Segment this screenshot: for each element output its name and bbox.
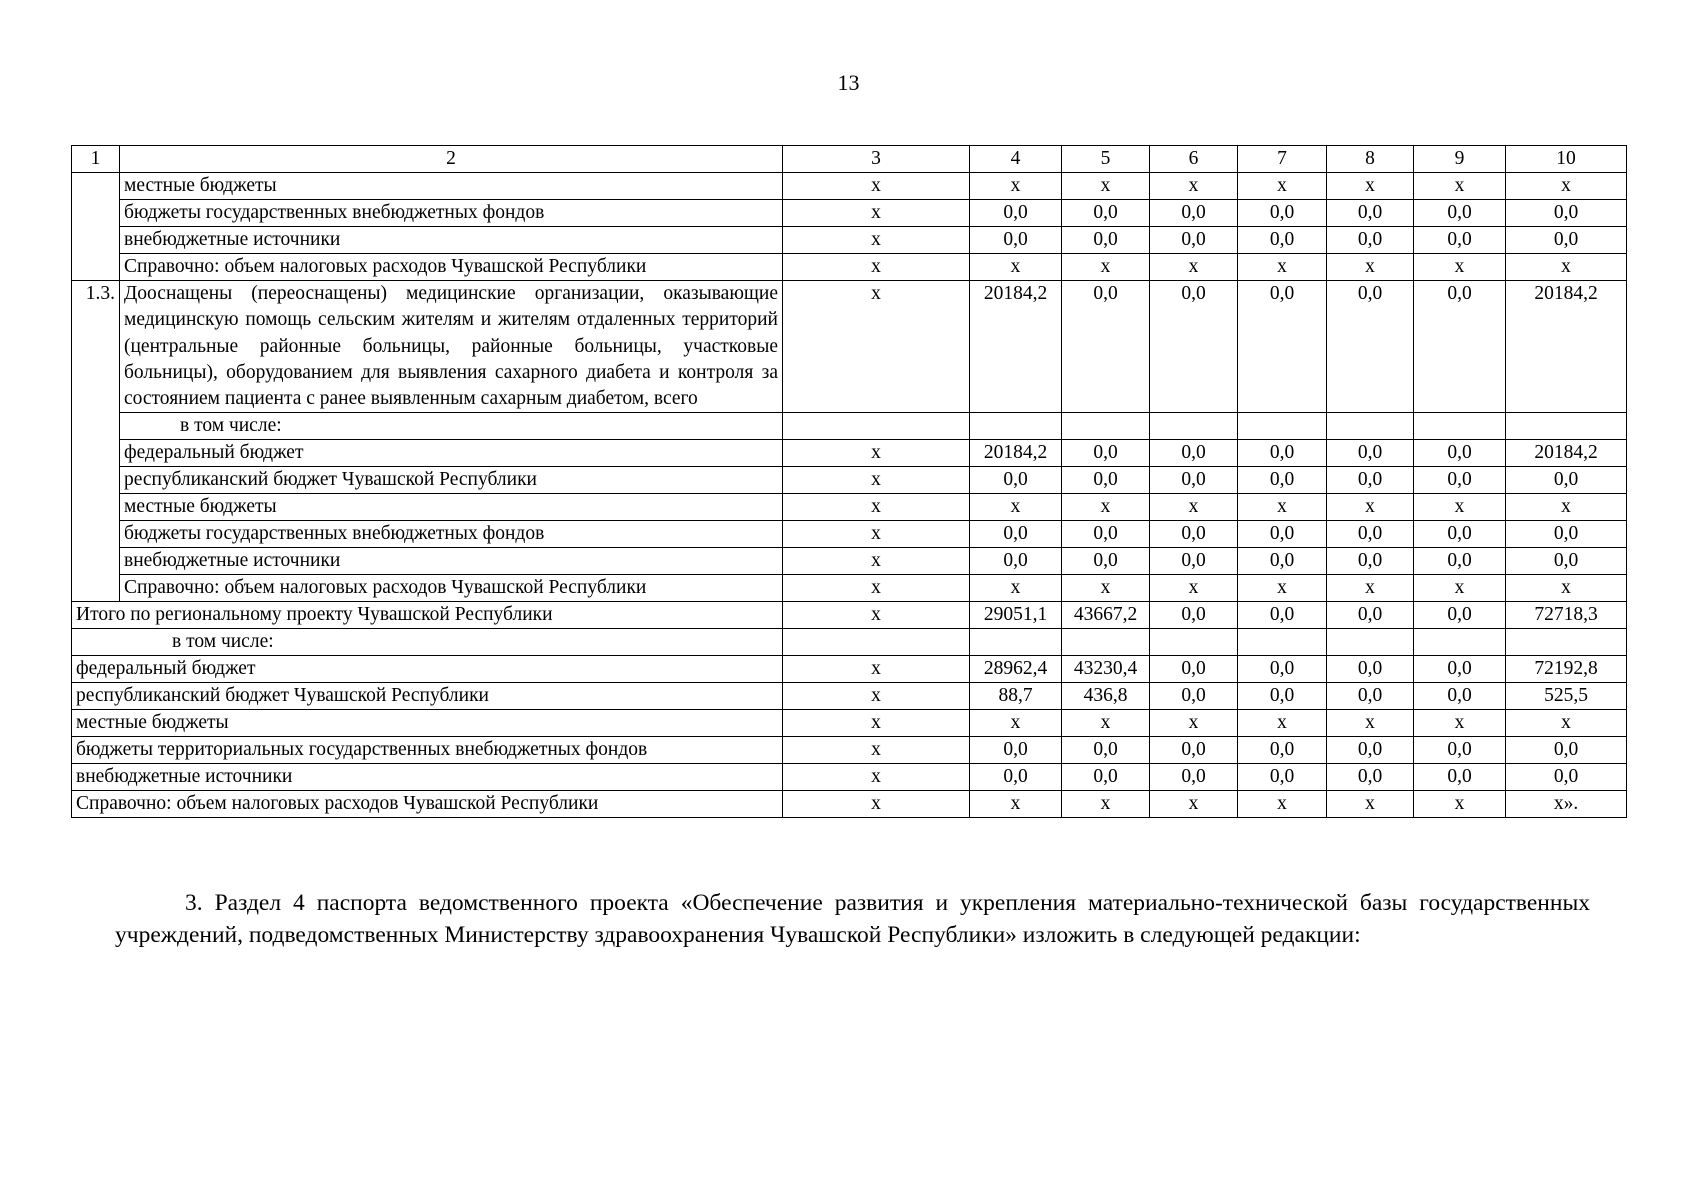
value-cell: 0,0 bbox=[1327, 548, 1414, 575]
value-cell: x bbox=[1062, 791, 1150, 818]
value-cell: x bbox=[970, 173, 1062, 200]
value-cell: 88,7 bbox=[970, 683, 1062, 710]
value-cell: 0,0 bbox=[1150, 683, 1238, 710]
value-cell: x bbox=[1062, 173, 1150, 200]
row-label: бюджеты государственных внебюджетных фондов bbox=[120, 521, 783, 548]
value-cell: 0,0 bbox=[1238, 764, 1327, 791]
value-cell: 43667,2 bbox=[1062, 602, 1150, 629]
value-cell: x bbox=[1327, 710, 1414, 737]
column-header-3: 3 bbox=[783, 146, 970, 173]
value-cell: x bbox=[783, 764, 970, 791]
value-cell: x bbox=[783, 737, 970, 764]
value-cell: 0,0 bbox=[1506, 227, 1627, 254]
value-cell: 0,0 bbox=[1150, 521, 1238, 548]
value-cell: 43230,4 bbox=[1062, 656, 1150, 683]
value-cell: 0,0 bbox=[1327, 521, 1414, 548]
value-cell: x bbox=[1150, 494, 1238, 521]
value-cell: x bbox=[1238, 254, 1327, 281]
value-cell: 0,0 bbox=[1238, 227, 1327, 254]
value-cell: x bbox=[783, 281, 970, 413]
empty-cell bbox=[1506, 629, 1627, 656]
value-cell: 0,0 bbox=[1506, 467, 1627, 494]
column-header-6: 6 bbox=[1150, 146, 1238, 173]
row-number-cell bbox=[72, 254, 120, 281]
column-header-7: 7 bbox=[1238, 146, 1327, 173]
value-cell: 20184,2 bbox=[970, 281, 1062, 413]
value-cell: 20184,2 bbox=[970, 440, 1062, 467]
value-cell: x bbox=[970, 254, 1062, 281]
value-cell: 0,0 bbox=[1506, 737, 1627, 764]
value-cell: 20184,2 bbox=[1506, 281, 1627, 413]
column-header-8: 8 bbox=[1327, 146, 1414, 173]
row-label: местные бюджеты bbox=[120, 494, 783, 521]
value-cell: 0,0 bbox=[970, 200, 1062, 227]
row-number-cell bbox=[72, 227, 120, 254]
value-cell: 0,0 bbox=[1414, 281, 1506, 413]
row-number-cell bbox=[72, 200, 120, 227]
value-cell: 0,0 bbox=[1414, 656, 1506, 683]
row-label: местные бюджеты bbox=[120, 173, 783, 200]
table-row bbox=[72, 467, 1627, 494]
value-cell: 0,0 bbox=[1238, 440, 1327, 467]
value-cell: x bbox=[1506, 173, 1627, 200]
value-cell: x bbox=[783, 227, 970, 254]
empty-cell bbox=[970, 413, 1062, 440]
value-cell: x bbox=[1506, 575, 1627, 602]
value-cell: x bbox=[1062, 710, 1150, 737]
value-cell: 0,0 bbox=[1414, 440, 1506, 467]
value-cell: 20184,2 bbox=[1506, 440, 1627, 467]
value-cell: 0,0 bbox=[970, 467, 1062, 494]
value-cell: x bbox=[783, 200, 970, 227]
value-cell: 0,0 bbox=[1327, 227, 1414, 254]
value-cell: 0,0 bbox=[970, 764, 1062, 791]
value-cell: 0,0 bbox=[1238, 281, 1327, 413]
value-cell: 72718,3 bbox=[1506, 602, 1627, 629]
value-cell: x bbox=[1062, 254, 1150, 281]
section-paragraph: 3. Раздел 4 паспорта ведомственного проекта «Обеспечение развития и укрепления материально-технической базы государственных учреждений, подведомственных Министерству здравоохранения Чувашской Республики» изложить в следующей редакции: bbox=[115, 890, 1590, 948]
row-label: федеральный бюджет bbox=[120, 440, 783, 467]
value-cell: 0,0 bbox=[1062, 521, 1150, 548]
value-cell: x bbox=[1506, 710, 1627, 737]
value-cell: x». bbox=[1506, 791, 1627, 818]
table-row bbox=[72, 227, 1627, 254]
value-cell: 0,0 bbox=[1238, 683, 1327, 710]
value-cell: 0,0 bbox=[1327, 281, 1414, 413]
value-cell: x bbox=[1327, 254, 1414, 281]
value-cell: x bbox=[783, 494, 970, 521]
value-cell: 0,0 bbox=[1414, 683, 1506, 710]
value-cell: x bbox=[783, 521, 970, 548]
row-label: бюджеты государственных внебюджетных фондов bbox=[120, 200, 783, 227]
value-cell: x bbox=[1238, 173, 1327, 200]
value-cell: x bbox=[970, 791, 1062, 818]
value-cell: 0,0 bbox=[1062, 548, 1150, 575]
value-cell: 0,0 bbox=[1414, 467, 1506, 494]
value-cell: x bbox=[1238, 494, 1327, 521]
row-label: внебюджетные источники bbox=[120, 227, 783, 254]
value-cell: 0,0 bbox=[1414, 764, 1506, 791]
value-cell: x bbox=[783, 254, 970, 281]
value-cell: 0,0 bbox=[1327, 200, 1414, 227]
empty-cell bbox=[1327, 413, 1414, 440]
value-cell: 0,0 bbox=[1506, 521, 1627, 548]
row-label: республиканский бюджет Чувашской Республики bbox=[72, 683, 783, 710]
value-cell: 0,0 bbox=[1327, 440, 1414, 467]
value-cell: 0,0 bbox=[1327, 656, 1414, 683]
value-cell: x bbox=[1414, 710, 1506, 737]
empty-cell bbox=[1414, 413, 1506, 440]
budget-table bbox=[71, 145, 1627, 818]
empty-cell bbox=[783, 629, 970, 656]
table-header-row bbox=[72, 146, 1627, 173]
table-row bbox=[72, 494, 1627, 521]
empty-cell bbox=[1150, 413, 1238, 440]
value-cell: x bbox=[1150, 575, 1238, 602]
value-cell: 436,8 bbox=[1062, 683, 1150, 710]
value-cell: 0,0 bbox=[1327, 683, 1414, 710]
value-cell: x bbox=[970, 575, 1062, 602]
value-cell: 525,5 bbox=[1506, 683, 1627, 710]
value-cell: 0,0 bbox=[1327, 737, 1414, 764]
value-cell: 0,0 bbox=[1062, 200, 1150, 227]
value-cell: x bbox=[1414, 575, 1506, 602]
empty-cell bbox=[783, 413, 970, 440]
row-label: Справочно: объем налоговых расходов Чувашской Республики bbox=[120, 575, 783, 602]
table-row bbox=[72, 548, 1627, 575]
value-cell: 0,0 bbox=[1238, 602, 1327, 629]
value-cell: x bbox=[1414, 494, 1506, 521]
value-cell: 0,0 bbox=[1150, 764, 1238, 791]
empty-cell bbox=[1506, 413, 1627, 440]
value-cell: 0,0 bbox=[1150, 548, 1238, 575]
table-row bbox=[72, 575, 1627, 602]
column-header-2: 2 bbox=[120, 146, 783, 173]
value-cell: x bbox=[783, 683, 970, 710]
value-cell: 0,0 bbox=[1414, 200, 1506, 227]
table-row bbox=[72, 791, 1627, 818]
value-cell: 0,0 bbox=[1150, 656, 1238, 683]
value-cell: 0,0 bbox=[970, 227, 1062, 254]
value-cell: x bbox=[1327, 494, 1414, 521]
value-cell: 0,0 bbox=[1150, 440, 1238, 467]
value-cell: x bbox=[783, 602, 970, 629]
value-cell: 0,0 bbox=[1062, 440, 1150, 467]
column-header-9: 9 bbox=[1414, 146, 1506, 173]
value-cell: 0,0 bbox=[1414, 548, 1506, 575]
table-row-including bbox=[72, 413, 1627, 440]
table-row bbox=[72, 440, 1627, 467]
value-cell: x bbox=[1414, 173, 1506, 200]
row-number-cell bbox=[72, 173, 120, 200]
empty-cell bbox=[1238, 413, 1327, 440]
value-cell: 0,0 bbox=[1327, 467, 1414, 494]
value-cell: 0,0 bbox=[1150, 737, 1238, 764]
table-row-total bbox=[72, 602, 1627, 629]
value-cell: x bbox=[1327, 173, 1414, 200]
empty-cell bbox=[1238, 629, 1327, 656]
value-cell: 0,0 bbox=[1238, 656, 1327, 683]
column-header-4: 4 bbox=[970, 146, 1062, 173]
column-header-1: 1 bbox=[72, 146, 120, 173]
value-cell: 0,0 bbox=[1414, 737, 1506, 764]
table-row bbox=[72, 764, 1627, 791]
value-cell: 0,0 bbox=[1327, 602, 1414, 629]
empty-cell bbox=[1062, 629, 1150, 656]
value-cell: 0,0 bbox=[1062, 467, 1150, 494]
including-label: в том числе: bbox=[120, 413, 783, 440]
value-cell: 0,0 bbox=[1150, 227, 1238, 254]
value-cell: 0,0 bbox=[1062, 281, 1150, 413]
value-cell: 0,0 bbox=[1062, 227, 1150, 254]
value-cell: x bbox=[1238, 791, 1327, 818]
value-cell: 0,0 bbox=[1062, 737, 1150, 764]
value-cell: x bbox=[1414, 254, 1506, 281]
table-row-including bbox=[72, 629, 1627, 656]
value-cell: 0,0 bbox=[1238, 548, 1327, 575]
column-header-5: 5 bbox=[1062, 146, 1150, 173]
value-cell: x bbox=[1150, 710, 1238, 737]
empty-cell bbox=[1062, 413, 1150, 440]
row-label: федеральный бюджет bbox=[72, 656, 783, 683]
table-row bbox=[72, 656, 1627, 683]
item-number: 1.3. bbox=[72, 281, 120, 602]
value-cell: 0,0 bbox=[1238, 737, 1327, 764]
table-row bbox=[72, 683, 1627, 710]
value-cell: 0,0 bbox=[1150, 281, 1238, 413]
value-cell: 0,0 bbox=[970, 548, 1062, 575]
budget-table-body bbox=[72, 146, 1627, 818]
value-cell: x bbox=[970, 710, 1062, 737]
row-label: Справочно: объем налоговых расходов Чувашской Республики bbox=[72, 791, 783, 818]
value-cell: x bbox=[1414, 791, 1506, 818]
item-description: Дооснащены (переоснащены) медицинские организации, оказывающие медицинскую помощь сельским жителям и жителям отдаленных территорий (центральные районные больницы, районные больницы, участковые больницы), оборудованием для выявления сахарного диабета и контроля за состоянием пациента с ранее выявленным сахарным диабетом, всего bbox=[120, 281, 783, 413]
table-row bbox=[72, 173, 1627, 200]
row-label: республиканский бюджет Чувашской Республики bbox=[120, 467, 783, 494]
row-label: внебюджетные источники bbox=[120, 548, 783, 575]
table-row bbox=[72, 737, 1627, 764]
table-row bbox=[72, 200, 1627, 227]
value-cell: 0,0 bbox=[1238, 467, 1327, 494]
value-cell: x bbox=[1327, 791, 1414, 818]
row-label: бюджеты территориальных государственных внебюджетных фондов bbox=[72, 737, 783, 764]
total-label: Итого по региональному проекту Чувашской Республики bbox=[72, 602, 783, 629]
value-cell: 0,0 bbox=[1150, 602, 1238, 629]
page-number: 13 bbox=[837, 70, 860, 95]
value-cell: x bbox=[1506, 254, 1627, 281]
value-cell: x bbox=[783, 173, 970, 200]
value-cell: x bbox=[1238, 575, 1327, 602]
value-cell: x bbox=[1150, 254, 1238, 281]
value-cell: 0,0 bbox=[1414, 602, 1506, 629]
value-cell: x bbox=[970, 494, 1062, 521]
row-label: внебюджетные источники bbox=[72, 764, 783, 791]
value-cell: x bbox=[1150, 791, 1238, 818]
value-cell: x bbox=[783, 710, 970, 737]
value-cell: x bbox=[783, 575, 970, 602]
empty-cell bbox=[1327, 629, 1414, 656]
value-cell: 0,0 bbox=[1506, 200, 1627, 227]
value-cell: x bbox=[1327, 575, 1414, 602]
value-cell: 0,0 bbox=[970, 737, 1062, 764]
value-cell: 0,0 bbox=[970, 521, 1062, 548]
value-cell: x bbox=[783, 656, 970, 683]
value-cell: 0,0 bbox=[1327, 764, 1414, 791]
value-cell: x bbox=[1238, 710, 1327, 737]
value-cell: x bbox=[783, 548, 970, 575]
value-cell: x bbox=[1506, 494, 1627, 521]
empty-cell bbox=[1414, 629, 1506, 656]
value-cell: 0,0 bbox=[1238, 521, 1327, 548]
value-cell: x bbox=[783, 467, 970, 494]
value-cell: x bbox=[1062, 575, 1150, 602]
table-row-item-1-3 bbox=[72, 281, 1627, 413]
value-cell: 28962,4 bbox=[970, 656, 1062, 683]
row-label: Справочно: объем налоговых расходов Чувашской Республики bbox=[120, 254, 783, 281]
value-cell: 0,0 bbox=[1150, 200, 1238, 227]
value-cell: x bbox=[1150, 173, 1238, 200]
value-cell: x bbox=[783, 440, 970, 467]
including-label: в том числе: bbox=[72, 629, 783, 656]
value-cell: 72192,8 bbox=[1506, 656, 1627, 683]
table-row bbox=[72, 710, 1627, 737]
column-header-10: 10 bbox=[1506, 146, 1627, 173]
value-cell: 0,0 bbox=[1414, 227, 1506, 254]
value-cell: 29051,1 bbox=[970, 602, 1062, 629]
value-cell: 0,0 bbox=[1238, 200, 1327, 227]
value-cell: 0,0 bbox=[1506, 764, 1627, 791]
empty-cell bbox=[1150, 629, 1238, 656]
value-cell: 0,0 bbox=[1414, 521, 1506, 548]
table-row bbox=[72, 254, 1627, 281]
value-cell: x bbox=[783, 791, 970, 818]
row-label: местные бюджеты bbox=[72, 710, 783, 737]
empty-cell bbox=[970, 629, 1062, 656]
table-row bbox=[72, 521, 1627, 548]
value-cell: 0,0 bbox=[1506, 548, 1627, 575]
value-cell: 0,0 bbox=[1062, 764, 1150, 791]
value-cell: 0,0 bbox=[1150, 467, 1238, 494]
value-cell: x bbox=[1062, 494, 1150, 521]
